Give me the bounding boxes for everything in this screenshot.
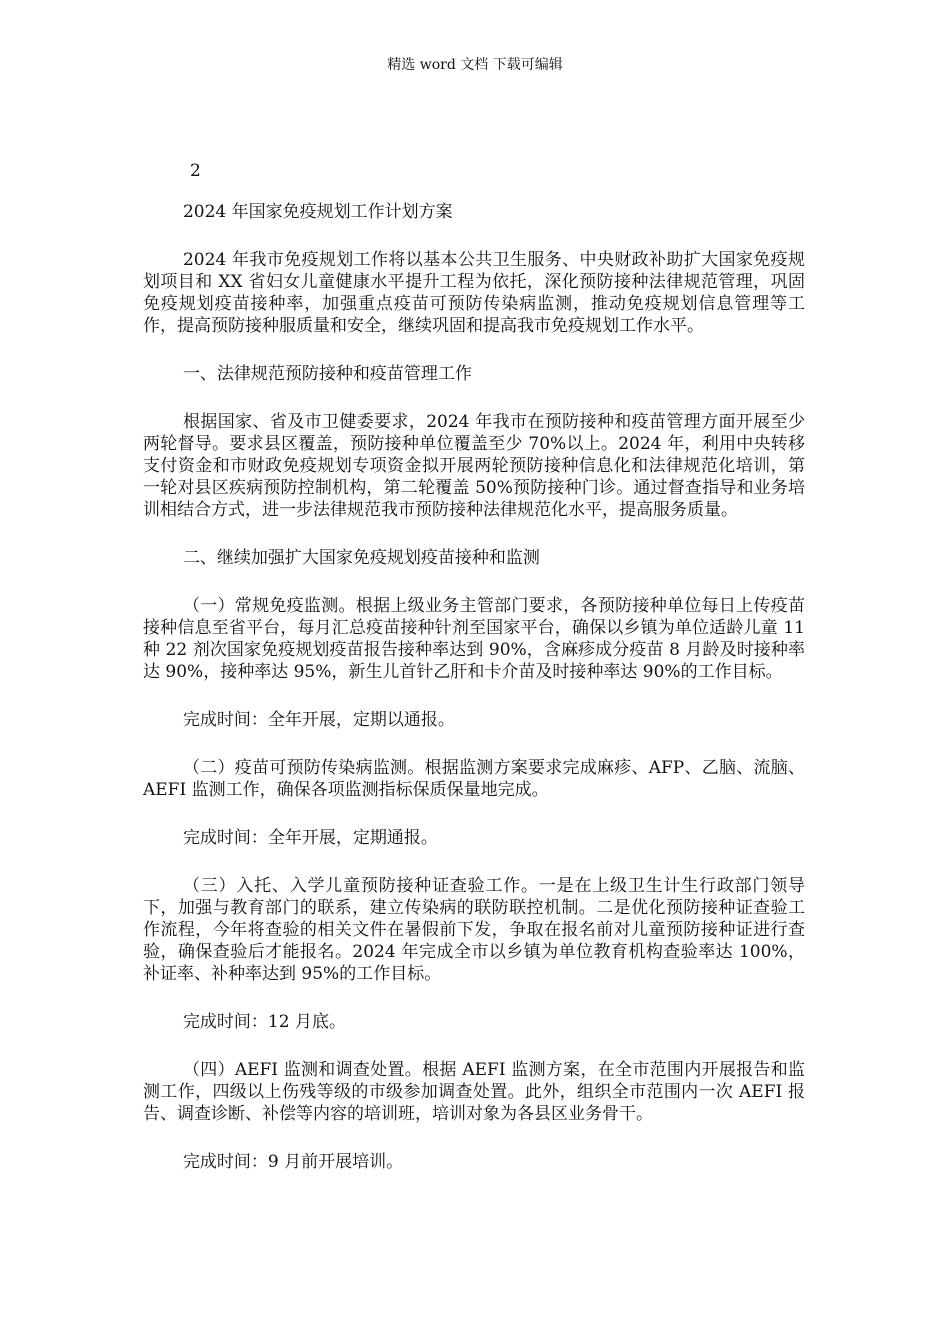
item-4-completion: 完成时间：9 月前开展培训。 (182, 1152, 404, 1172)
document-title: 2024 年国家免疫规划工作计划方案 (182, 202, 453, 222)
item-4-paragraph: （四）AEFI 监测和调查处置。根据 AEFI 监测方案，在全市范围内开展报告和监测工作，四级以上伤残等级的市级参加调查处置。此外，组织全市范围内一次 AEFI 报告、调查诊断、补偿等内容的培训班，培训对象为各县区业务骨干。 (143, 1060, 805, 1124)
item-3-completion: 完成时间：12 月底。 (182, 1012, 346, 1032)
document-body (143, 201, 805, 1173)
section-2-heading: 二、继续加强扩大国家免疫规划疫苗接种和监测 (182, 548, 540, 568)
item-3-paragraph: （三）入托、入学儿童预防接种证查验工作。一是在上级卫生计生行政部门领导下，加强与教育部门的联系，建立传染病的联防联控机制。二是优化预防接种证查验工作流程，今年将查验的相关文件在暑假前下发，争取在报名前对儿童预防接种证进行查验，确保查验后才能报名。2024 年完成全市以乡镇为单位教育机构查验率达 100%，补证率、补种率达到 95%的工作目标。 (143, 876, 805, 984)
page-header: 精选 word 文档 下载可编辑 (387, 57, 563, 73)
page-number: 2 (190, 161, 201, 181)
item-1-paragraph: （一）常规免疫监测。根据上级业务主管部门要求，各预防接种单位每日上传疫苗接种信息至省平台，每月汇总疫苗接种针剂至国家平台，确保以乡镇为单位适龄儿童 11 种 22 剂次国家免疫规划疫苗报告接种率达到 90%，含麻疹成分疫苗 8 月龄及时接种率达 90%，接种率达 95%，新生儿首针乙肝和卡介苗及时接种率达 90%的工作目标。 (143, 596, 805, 682)
item-2-completion: 完成时间：全年开展，定期通报。 (182, 828, 438, 848)
item-1-completion: 完成时间：全年开展，定期以通报。 (182, 710, 455, 730)
section-1-heading: 一、法律规范预防接种和疫苗管理工作 (182, 364, 472, 384)
intro-paragraph: 2024 年我市免疫规划工作将以基本公共卫生服务、中央财政补助扩大国家免疫规划项目和 XX 省妇女儿童健康水平提升工程为依托，深化预防接种法律规范管理，巩固免疫规划疫苗接种率，加强重点疫苗可预防传染病监测，推动免疫规划信息管理等工作，提高预防接种服质量和安全，继续巩固和提高我市免疫规划工作水平。 (143, 250, 805, 336)
item-2-paragraph: （二）疫苗可预防传染病监测。根据监测方案要求完成麻疹、AFP、乙脑、流脑、AEFI 监测工作，确保各项监测指标保质保量地完成。 (143, 758, 805, 800)
section-1-paragraph: 根据国家、省及市卫健委要求，2024 年我市在预防接种和疫苗管理方面开展至少两轮督导。要求县区覆盖，预防接种单位覆盖至少 70%以上。2024 年，利用中央转移支付资金和市财政免疫规划专项资金拟开展两轮预防接种信息化和法律规范化培训，第一轮对县区疾病预防控制机构，第二轮覆盖 50%预防接种门诊。通过督查指导和业务培训相结合方式，进一步法律规范我市预防接种法律规范化水平，提高服务质量。 (143, 412, 805, 520)
